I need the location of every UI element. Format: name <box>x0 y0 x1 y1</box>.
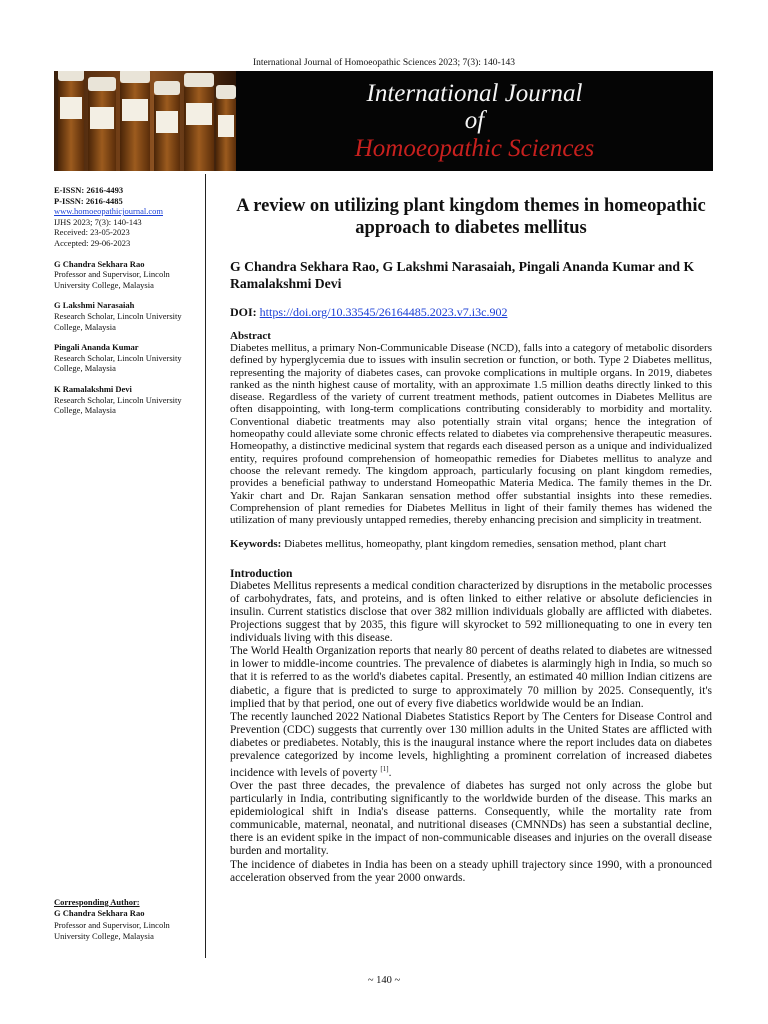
column-divider <box>205 174 206 958</box>
intro-paragraph-text: The recently launched 2022 National Diabetes Statistics Report by The Centers for Disease Control and Prevention (CDC) suggests that currently over 130 million adults in the United States are afflicted with diabetes or prediabetes. Notably, this is the inaugural instance where the report includes data on diabetes prevalence categorized by income levels, highlighting a prominent correlation of increased diabetes incidence with levels of poverty <box>230 710 712 779</box>
intro-paragraph: The incidence of diabetes in India has been on a steady uphill trajectory since 1990, with a pronounced acceleration observed from the year 2000 onwards. <box>230 858 712 884</box>
doi-line <box>230 305 712 320</box>
banner-line-1: International Journal <box>366 80 583 107</box>
keywords-text: Diabetes mellitus, homeopathy, plant kingdom remedies, sensation method, plant chart <box>284 538 667 551</box>
banner-title <box>236 71 713 171</box>
corresponding-author <box>54 897 204 942</box>
introduction-body <box>230 580 712 885</box>
sidebar-author-name: G Chandra Sekhara Rao <box>54 258 145 269</box>
corresponding-author-label: Corresponding Author: <box>54 897 140 907</box>
article-title: A review on utilizing plant kingdom themes in homeopathic approach to diabetes mellitus <box>236 196 706 238</box>
eissn: E-ISSN: 2616-4493 <box>54 185 124 195</box>
article-info-sidebar <box>54 185 204 416</box>
sidebar-author-affiliation: Research Scholar, Lincoln University College, Malaysia <box>54 310 182 332</box>
sidebar-author-name: K Ramalakshmi Devi <box>54 383 132 394</box>
medicine-bottles-image <box>54 71 236 171</box>
sidebar-author-name: Pingali Ananda Kumar <box>54 342 139 353</box>
doi-label: DOI: <box>230 305 257 319</box>
received-date: Received: 23-05-2023 <box>54 227 130 238</box>
article-main <box>230 195 712 885</box>
citation-ref[interactable]: [1] <box>380 765 389 774</box>
abstract-heading: Abstract <box>230 330 271 342</box>
intro-paragraph-cited: The recently launched 2022 National Diabetes Statistics Report by The Centers for Disease Control and Prevention (CDC) suggests that currently over 130 million adults in the United States are afflicted with diabetes or prediabetes. Notably, this is the inaugural instance where the report includes data on diabetes prevalence categorized by income levels, highlighting a prominent correlation of increased diabetes incidence with levels of poverty [1]. <box>230 710 712 779</box>
accepted-date: Accepted: 29-06-2023 <box>54 237 131 248</box>
banner-line-2: of <box>464 107 485 134</box>
doi-link[interactable]: https://doi.org/10.33545/26164485.2023.v7.i3c.902 <box>259 305 508 319</box>
journal-banner <box>54 71 713 171</box>
keywords-label: Keywords: <box>230 538 282 551</box>
sidebar-author-affiliation: Research Scholar, Lincoln University College, Malaysia <box>54 394 182 416</box>
introduction-heading: Introduction <box>230 567 293 580</box>
intro-paragraph: Diabetes Mellitus represents a medical condition characterized by disruptions in the metabolic processes of carbohydrates, fats, and proteins, and is often linked to either relative or absolute deficiencies in insulin. Current statistics disclose that over 382 million individuals globally are afflicted with diabetes. Projections suggest that by 2035, this figure will skyrocket to 592 millionequating to one in every ten individuals living with this disease. <box>230 579 712 645</box>
sidebar-author-affiliation: Professor and Supervisor, Lincoln University College, Malaysia <box>54 269 170 290</box>
article-authors: G Chandra Sekhara Rao, G Lakshmi Narasaiah, Pingali Ananda Kumar and K Ramalakshmi Devi <box>230 259 695 291</box>
sidebar-author-affiliation: Research Scholar, Lincoln University College, Malaysia <box>54 352 182 374</box>
journal-website-link[interactable]: www.homoeopathicjournal.com <box>54 206 163 217</box>
ijhs-citation: IJHS 2023; 7(3): 140-143 <box>54 216 142 227</box>
sidebar-author-name: G Lakshmi Narasaiah <box>54 300 135 311</box>
corresponding-author-affiliation: Professor and Supervisor, Lincoln University College, Malaysia <box>54 919 170 941</box>
keywords <box>230 538 712 550</box>
corresponding-author-name: G Chandra Sekhara Rao <box>54 908 145 919</box>
pissn: P-ISSN: 2616-4485 <box>54 195 123 206</box>
running-header: International Journal of Homoeopathic Sciences 2023; 7(3): 140-143 <box>253 58 515 68</box>
intro-paragraph: Over the past three decades, the prevalence of diabetes has surged not only across the globe but particularly in India, contributing significantly to the worldwide burden of the disease. This marks an epidemiological shift in India's disease patterns. Consequently, while the mortality rate from communicable, maternal, neonatal, and nutritional diseases (CMNNDs) has seen a substantial decline, there is an evident spike in the impact of non-communicable diseases and injuries on the overall disease burden and mortality. <box>230 779 712 858</box>
page-number: ~ 140 ~ <box>367 975 401 986</box>
abstract-text: Diabetes mellitus, a primary Non-Communicable Disease (NCD), falls into a category of metabolic disorders defined by hyperglycemia due to issues with insulin secretion or function, or both. Type 2 Diabetes mellitus, representing the majority of diabetes cases, can provoke complications in multiple organs. In 2019, diabetes ranked as the ninth highest cause of mortality, with an approximate 1.5 million deaths directly linked to this disease. Regardless of the variety of current treatment methods, patient outcomes in Diabetes Mellitus are often disappointing, with long-term complications contributing considerably to morbidity and mortality. Conventional diabetic treatments may also potentially strain vital organs; hence the integration of homeopathy could alleviate some chronic effects related to diabetes via comprehensive therapeutic measures. Homeopathy, a distinctive medicinal system that regards each diseased person as a unique and individualized entity, requires profound comprehension of homeopathic remedies for Diabetes mellitus to analyze and choose the relevant remedy. The kingdom approach, particularly focusing on plant kingdom remedies, provides a beneficial pathway to understand Homeopathic Materia Medica. The family themes in the Dr. Yakir chart and Dr. Rajan Sankaran sensation method offer substantial insights into these remedies. Comprehension of plant remedies for Diabetes Mellitus in light of their family themes has widened the utilization of many previously untapped remedies, thereby enhancing precision and simplicity in treatment. <box>230 342 712 527</box>
intro-paragraph: The World Health Organization reports that nearly 80 percent of deaths related to diabetes are witnessed in lower to middle-income countries. The prevalence of diabetes is alarmingly high in India, so much so that it is referred to as the world's diabetes capital. Presently, an estimated 40 million Indian citizens are diabetic, a figure that is predicted to surge to approximately 70 million by 2025. Consequently, it's implied that by that period, one out of every five diabetics worldwide would be an Indian. <box>230 645 712 710</box>
banner-line-3: Homoeopathic Sciences <box>354 135 595 162</box>
